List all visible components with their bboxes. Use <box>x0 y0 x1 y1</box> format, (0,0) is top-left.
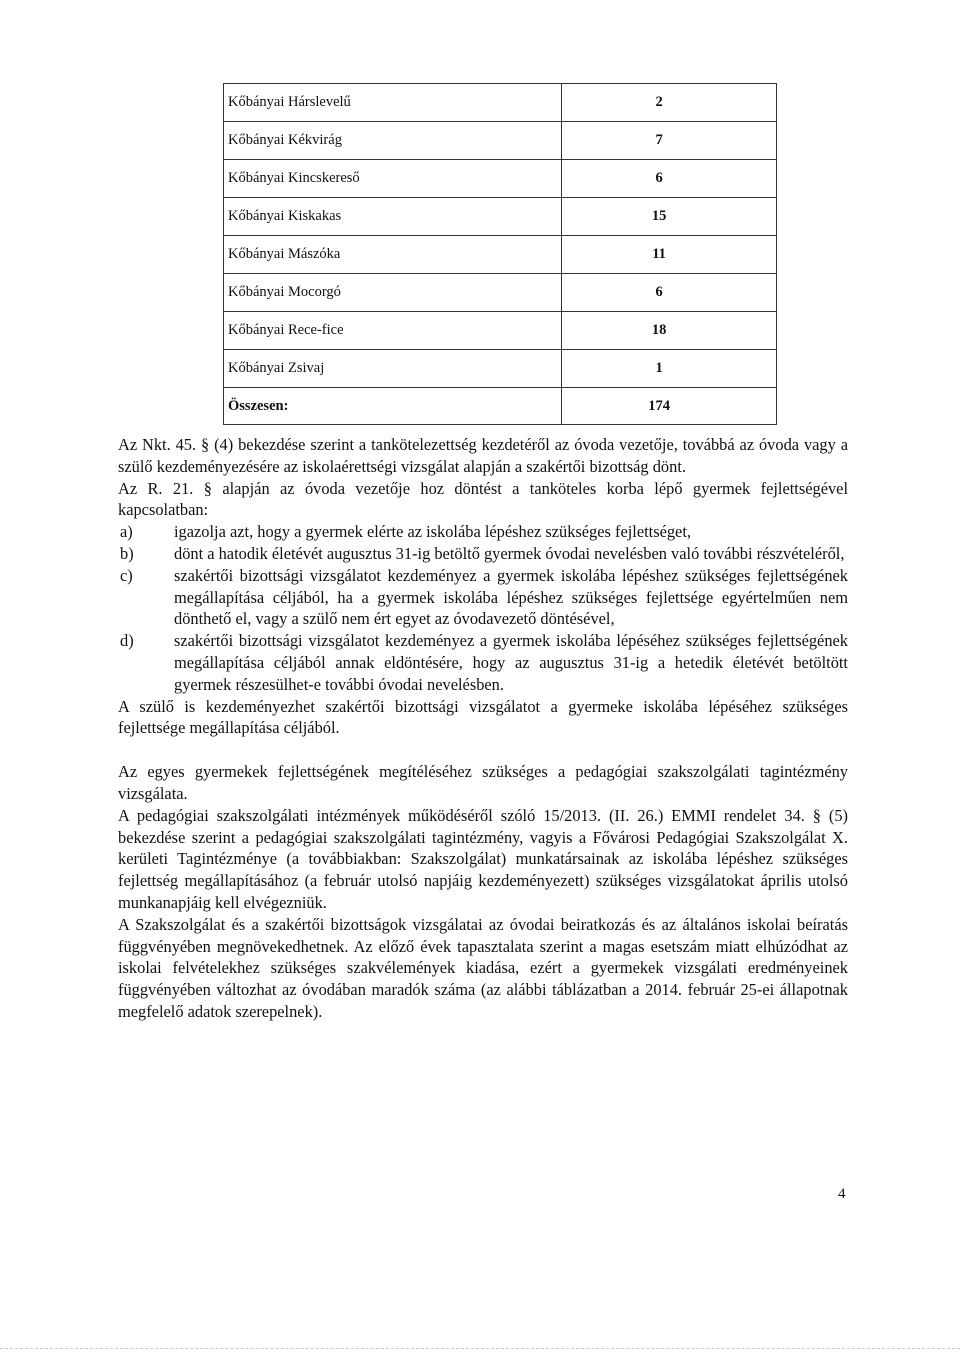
child-count: 18 <box>562 312 777 350</box>
table-row <box>224 198 777 236</box>
kindergarten-name: Kőbányai Mocorgó <box>224 274 562 312</box>
list-item <box>118 543 848 565</box>
child-count: 2 <box>562 84 777 122</box>
paragraph-workload: A Szakszolgálat és a szakértői bizottságok vizsgálatai az óvodai beiratkozás és az általános iskolai beíratás függvényében megnövekedhetnek. Az előző évek tapasztalata szerint a magas esetszám miatt elhúzódhat az iskolai felvételekhez szükséges szakvélemények kiadása, ezért a gyermekek vizsgálati eredményeinek függvényében változhat az óvodában maradók száma (az alábbi táblázatban a 2014. február 25-ei állapotnak megfelelő adatok szerepelnek). <box>118 914 848 1021</box>
child-count: 6 <box>562 274 777 312</box>
body-text <box>118 434 848 1023</box>
list-item-label: a) <box>120 522 133 542</box>
kindergarten-name: Kőbányai Hárslevelű <box>224 84 562 122</box>
total-count: 174 <box>562 388 777 425</box>
kindergarten-table <box>223 83 777 425</box>
list-item-text: igazolja azt, hogy a gyermek elérte az iskolába lépéshez szükséges fejlettséget, <box>174 522 691 542</box>
page-number: 4 <box>838 1186 846 1202</box>
table-row <box>224 160 777 198</box>
list-item-label: c) <box>120 565 133 585</box>
child-count: 6 <box>562 160 777 198</box>
kindergarten-name: Kőbányai Rece-fice <box>224 312 562 350</box>
paragraph-emmi: A pedagógiai szakszolgálati intézmények működéséről szóló 15/2013. (II. 26.) EMMI rendelet 34. § (5) bekezdése szerint a pedagógiai szakszolgálati tagintézmény, vagyis a Fővárosi Pedagógiai Szakszolgálat X. kerületi Tagintézménye (a továbbiakban: Szakszolgálat) munkatársainak az iskolába lépéshez szükséges fejlettség megállapításához (a február utolsó napjáig kezdeményezett) szükséges vizsgálatokat április utolsó munkanapjáig kell elvégezniük. <box>118 805 848 912</box>
list-item-text: szakértői bizottsági vizsgálatot kezdeményez a gyermek iskolába lépéshez szükséges fejlettségének megállapítása céljából, ha a gyermek iskolába lépéshez szükséges fejlettsége egyértelműen nem dönthető el, vagy a szülő nem ért egyet az óvodavezető döntésével, <box>174 565 848 629</box>
child-count: 15 <box>562 198 777 236</box>
list-item <box>118 630 848 695</box>
child-count: 11 <box>562 236 777 274</box>
table-row <box>224 84 777 122</box>
paragraph-nkt: Az Nkt. 45. § (4) bekezdése szerint a tankötelezettség kezdetéről az óvoda vezetője, továbbá az óvoda vagy a szülő kezdeményezésére az iskolaérettségi vizsgálat alapján a szakértői bizottság dönt. <box>118 435 848 476</box>
kindergarten-name: Kőbányai Kincskereső <box>224 160 562 198</box>
table-row <box>224 350 777 388</box>
kindergarten-name: Kőbányai Zsivaj <box>224 350 562 388</box>
list-item <box>118 521 848 543</box>
table-row <box>224 312 777 350</box>
total-label: Összesen: <box>224 388 562 425</box>
scan-edge-divider <box>0 1348 960 1349</box>
list-item-label: d) <box>120 631 134 651</box>
paragraph-assessment: Az egyes gyermekek fejlettségének megítéléséhez szükséges a pedagógiai szakszolgálati tagintézmény vizsgálata. <box>118 762 848 803</box>
list-item-label: b) <box>120 543 134 563</box>
list-item-text: szakértői bizottsági vizsgálatot kezdeményez a gyermek iskolába lépéséhez szükséges fejlettségének megállapítása céljából annak eldöntésére, hogy az augusztus 31-ig a hetedik életévét betöltött gyermek részesülhet-e további óvodai nevelésben. <box>174 631 848 694</box>
table-row <box>224 236 777 274</box>
table-row <box>224 122 777 160</box>
kindergarten-name: Kőbányai Kékvirág <box>224 122 562 160</box>
table-row <box>224 274 777 312</box>
child-count: 1 <box>562 350 777 388</box>
child-count: 7 <box>562 122 777 160</box>
table-total-row <box>224 388 777 425</box>
list-item-text: dönt a hatodik életévét augusztus 31-ig betöltő gyermek óvodai nevelésben való további részvételéről, <box>174 543 845 563</box>
list-item <box>118 565 848 630</box>
decision-list <box>118 521 848 695</box>
kindergarten-name: Kőbányai Kiskakas <box>224 198 562 236</box>
kindergarten-name: Kőbányai Mászóka <box>224 236 562 274</box>
paragraph-r21: Az R. 21. § alapján az óvoda vezetője hoz döntést a tanköteles korba lépő gyermek fejlettségével kapcsolatban: <box>118 478 848 520</box>
paragraph-parent: A szülő is kezdeményezhet szakértői bizottsági vizsgálatot a gyermeke iskolába lépéséhez szükséges fejlettsége megállapítása céljából. <box>118 696 848 738</box>
